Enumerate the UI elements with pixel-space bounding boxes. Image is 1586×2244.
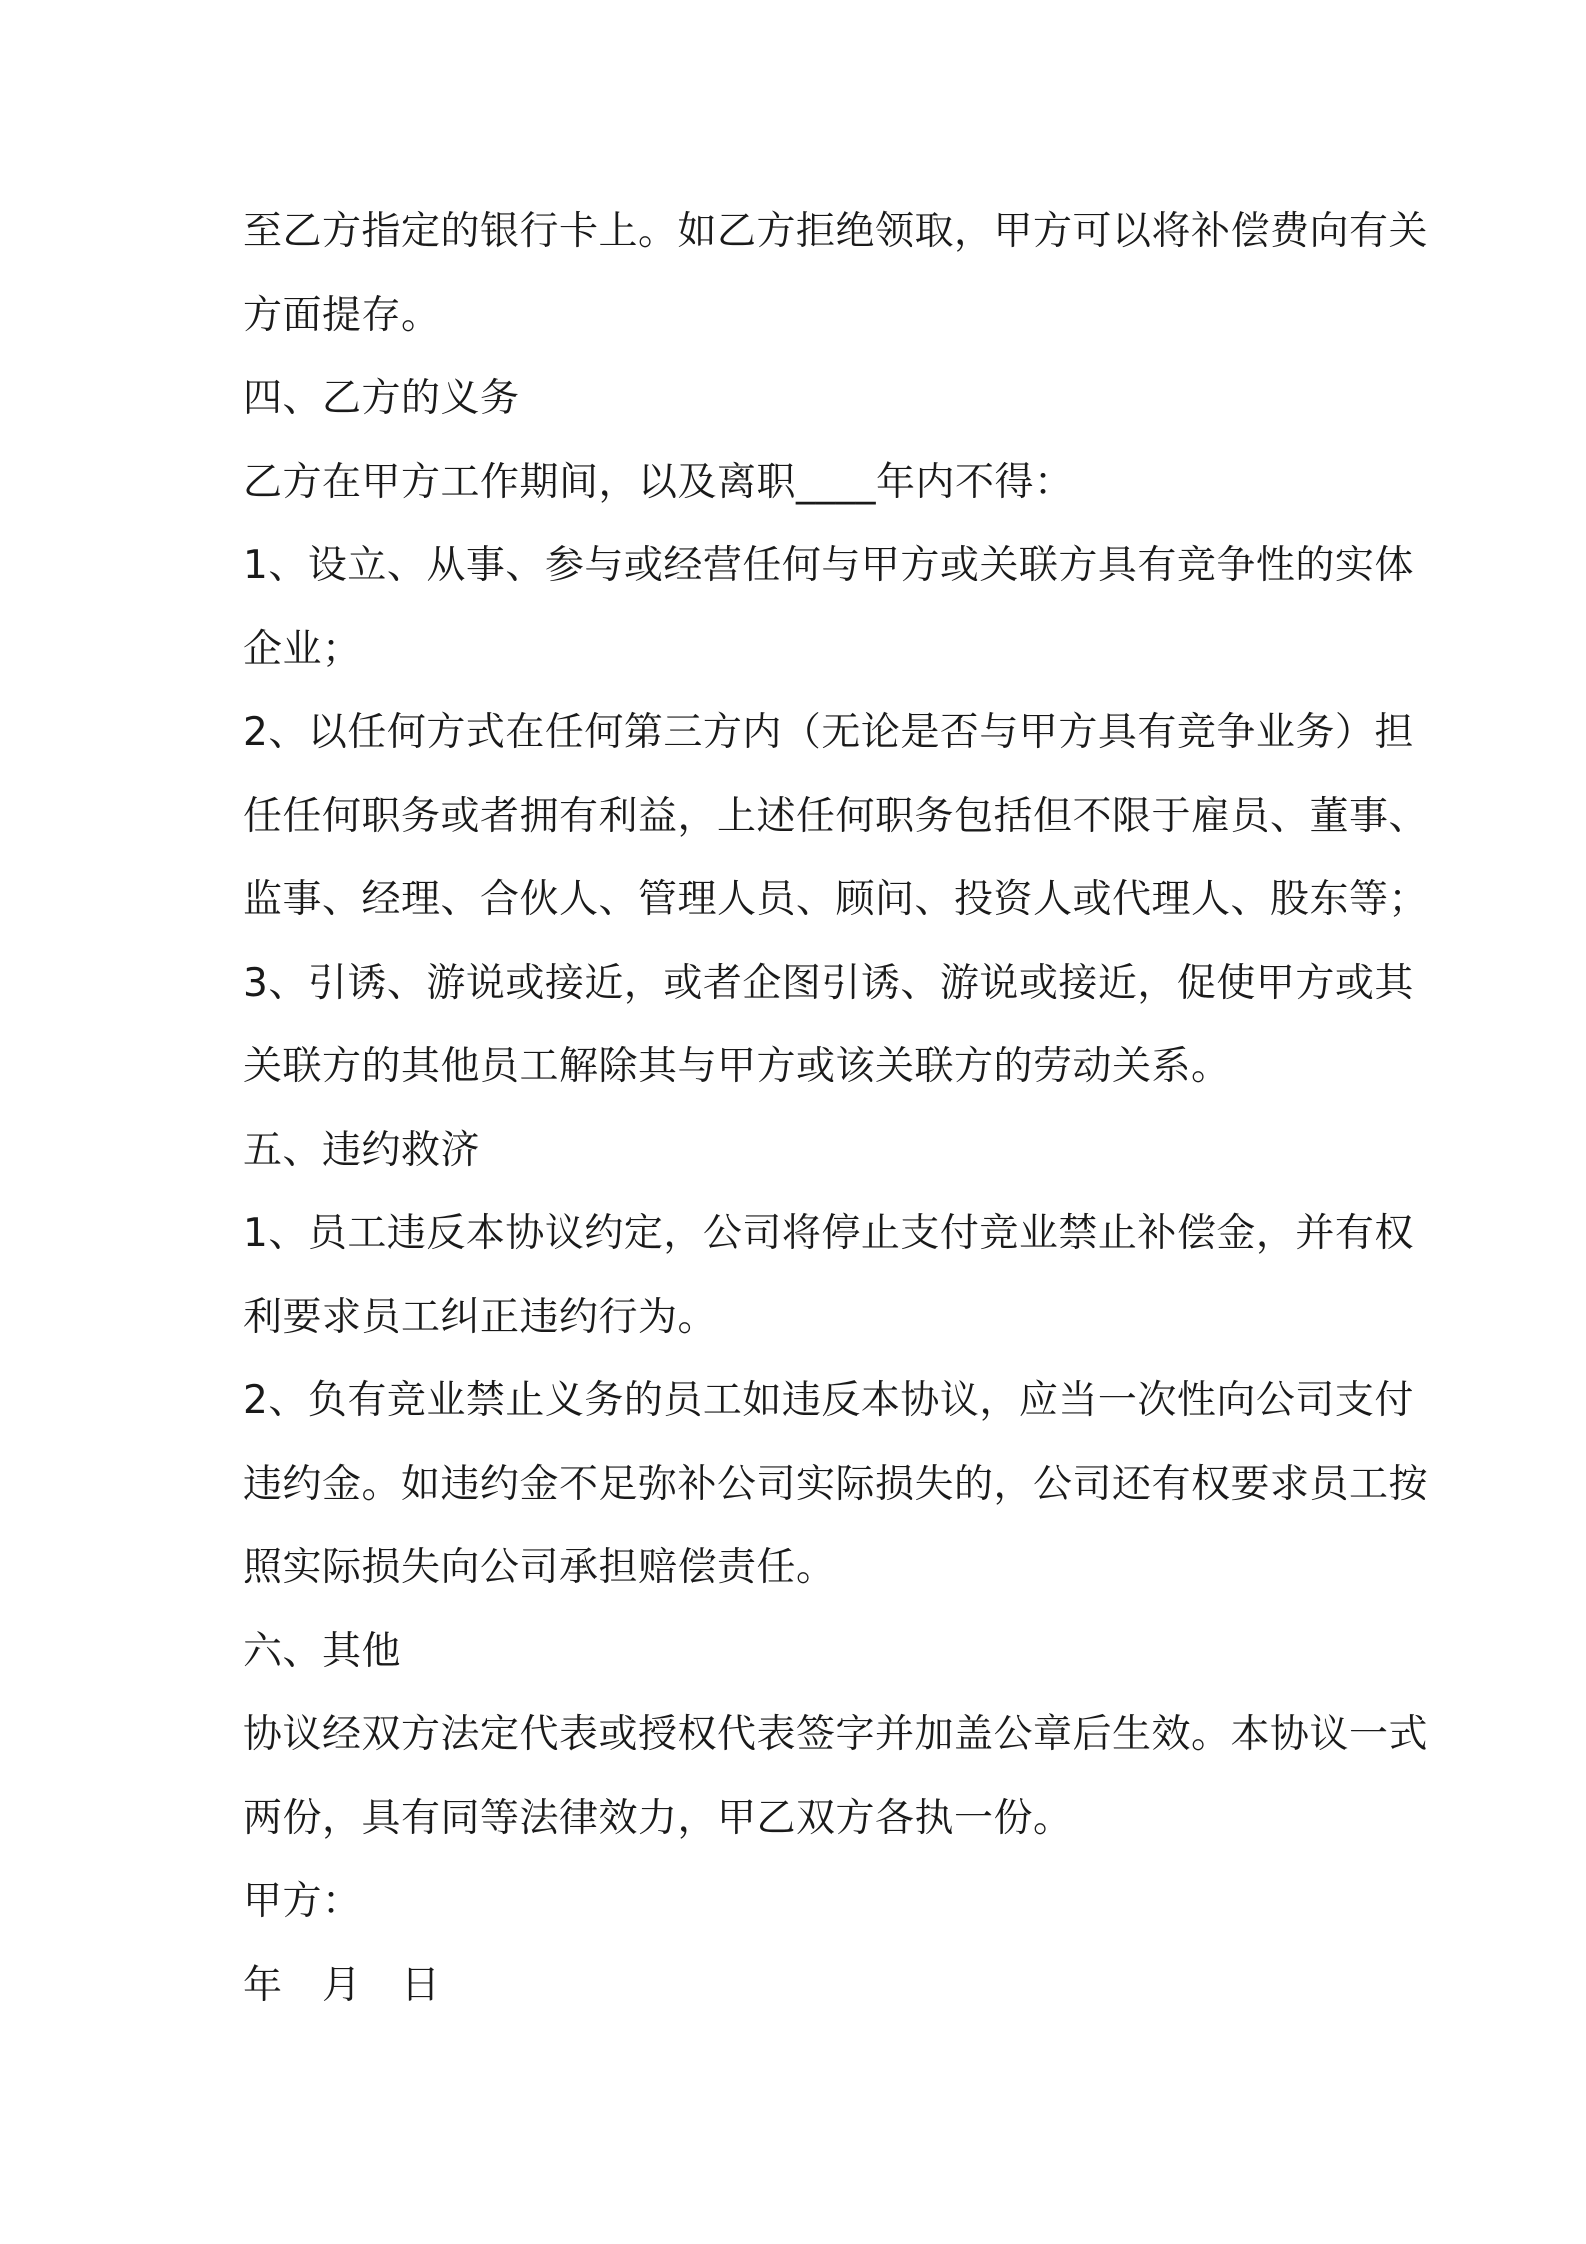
party-a-label: 甲方： [243,1879,362,1924]
clause-3: 3、引诱、游说或接近，或者企图引诱、游说或接近，促使甲方或其 [243,960,1414,1006]
clause-1: 1、员工违反本协议约定，公司将停止支付竞业禁止补偿金，并有权 [243,1211,1414,1256]
clause-1: 1、设立、从事、参与或经营任何与甲方或关联方具有竞争性的实体 [243,543,1414,588]
clause-2: 2、以任何方式在任何第三方内（无论是否与甲方具有竞争业务）担 [243,710,1414,755]
document-body [243,190,1429,2027]
body-line: 至乙方指定的银行卡上。如乙方拒绝领取，甲方可以将补偿费向有关 [243,209,1429,254]
body-line: 监事、经理、合伙人、管理人员、顾问、投资人或代理人、股东等； [243,877,1429,922]
body-line: 照实际损失向公司承担赔偿责任。 [243,1545,836,1590]
section-heading-5: 五、违约救济 [243,1127,481,1173]
body-line: 违约金。如违约金不足弥补公司实际损失的，公司还有权要求员工按 [243,1461,1429,1507]
body-line: 方面提存。 [243,292,441,338]
body-line: 任任何职务或者拥有利益，上述任何职务包括但不限于雇员、董事、 [243,793,1429,839]
body-line: 关联方的其他员工解除其与甲方或该关联方的劳动关系。 [243,1044,1231,1089]
section-heading-6: 六、其他 [243,1628,402,1674]
body-line: 协议经双方法定代表或授权代表签字并加盖公章后生效。本协议一式 [243,1712,1429,1757]
section-heading-4: 四、乙方的义务 [243,376,520,421]
body-line: 利要求员工纠正违约行为。 [243,1294,718,1340]
body-line: 企业； [243,626,362,672]
body-line: 乙方在甲方工作期间，以及离职____年内不得： [243,459,1074,505]
body-line: 两份，具有同等法律效力，甲乙双方各执一份。 [243,1795,1073,1841]
date-label: 年 月 日 [243,1962,441,2008]
clause-2: 2、负有竞业禁止义务的员工如违反本协议，应当一次性向公司支付 [243,1378,1414,1423]
